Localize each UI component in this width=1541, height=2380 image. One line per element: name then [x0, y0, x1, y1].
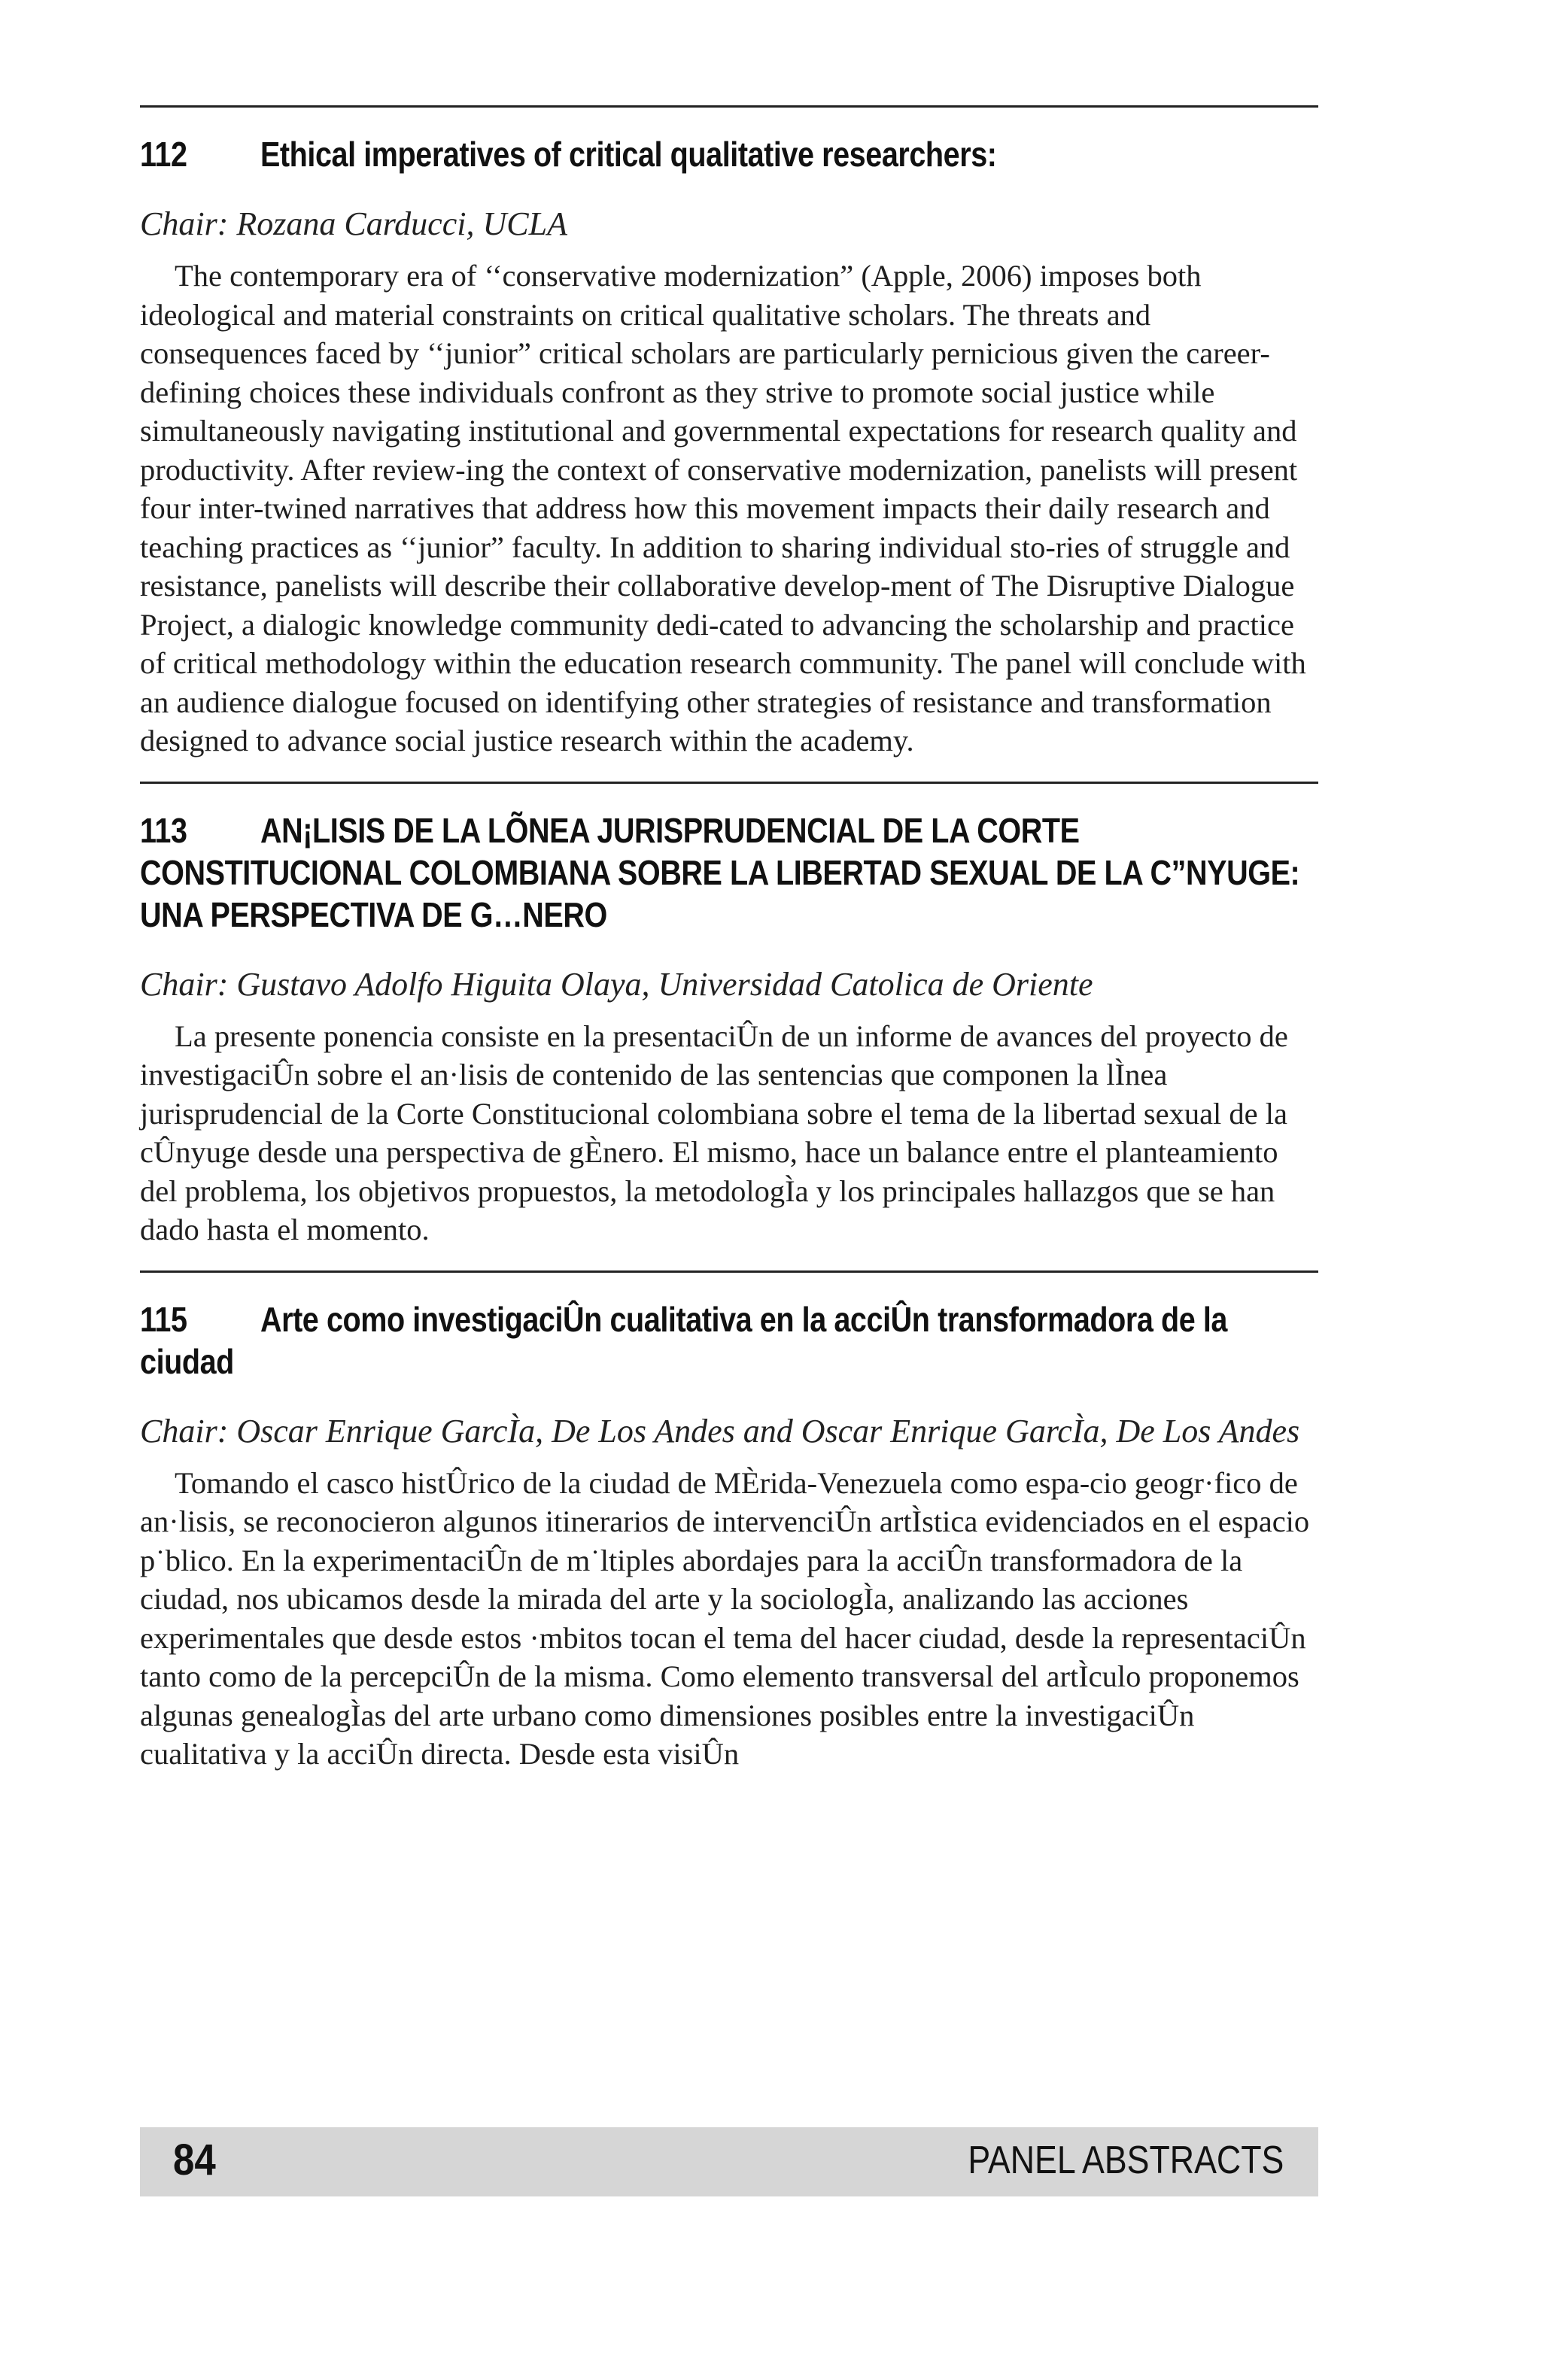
section-number: 112: [140, 135, 187, 174]
section-title: Arte como investigaciÛn cualitativa en la acciÛn transformadora de la ciudad: [140, 1299, 1227, 1381]
section-abstract: Tomando el casco histÛrico de la ciudad de MÈrida-Venezuela como espa-cio geogr·fico de an·lisis, se reconocieron algunos itinerarios de intervenciÛn artÌstica evidenciados en el espacio p˙blico. En la experimentaciÛn de m˙ltiples abordajes para la acciÛn transformadora de la ciudad, nos ubicamos desde la mirada del arte y la sociologÌa, analizando las acciones experimentales que desde estos ·mbitos tocan el tema del hacer ciudad, desde la representaciÛn tanto como de la percepciÛn de la misma. Como elemento transversal del artÌculo proponemos algunas genealogÌas del arte urbano como dimensiones posibles entre la investigaciÛn cualitativa y la acciÛn directa. Desde esta visiÛn: [140, 1465, 1310, 1771]
section-abstract: The contemporary era of ‘‘conservative modernization” (Apple, 2006) imposes both ideological and material constraints on critical qualitative scholars. The threats and consequences faced by ‘‘junior” critical scholars are particularly pernicious given the career-defining choices these individuals confront as they strive to promote social justice while simultaneously navigating institutional and governmental expectations for research quality and productivity. After review-ing the context of conservative modernization, panelists will present four inter-twined narratives that address how this movement impacts their daily research and teaching practices as ‘‘junior” faculty. In addition to sharing individual sto-ries of struggle and resistance, panelists will describe their collaborative develop-ment of The Disruptive Dialogue Project, a dialogic knowledge community dedi-cated to advancing the scholarship and practice of critical methodology within the education research community. The panel will conclude with an audience dialogue focused on identifying other strategies of resistance and transformation designed to advance social justice research within the academy.: [140, 259, 1306, 757]
abstract-section-115: [140, 1270, 1318, 1774]
section-title: Ethical imperatives of critical qualitative researchers:: [260, 135, 997, 174]
page-footer: [140, 2127, 1318, 2196]
section-chair: Chair: Gustavo Adolfo Higuita Olaya, Universidad Catolica de Oriente: [140, 965, 1093, 1003]
section-title: AN¡LISIS DE LA LÕNEA JURISPRUDENCIAL DE LA CORTE CONSTITUCIONAL COLOMBIANA SOBRE LA LIBERTAD SEXUAL DE LA C”NYUGE: UNA PERSPECTIVA DE G…NERO: [140, 810, 1300, 934]
page-body: [140, 105, 1318, 1795]
abstract-section-113: [140, 782, 1318, 1249]
section-number: 115: [140, 1299, 187, 1339]
section-heading: [140, 809, 1315, 936]
abstract-section-112: [140, 105, 1318, 760]
section-chair: Chair: Oscar Enrique GarcÌa, De Los Andes and Oscar Enrique GarcÌa, De Los Andes: [140, 1412, 1300, 1450]
running-footer-label: PANEL ABSTRACTS: [967, 2139, 1284, 2182]
section-chair: Chair: Rozana Carducci, UCLA: [140, 205, 567, 242]
section-heading: [140, 1298, 1315, 1383]
page-number: 84: [173, 2136, 216, 2184]
section-number: 113: [140, 810, 187, 850]
section-heading: [140, 133, 1315, 175]
section-abstract: La presente ponencia consiste en la presentaciÛn de un informe de avances del proyecto de investigaciÛn sobre el an·lisis de contenido de las sentencias que componen la lÌnea jurisprudencial de la Corte Constitucional colombiana sobre el tema de la libertad sexual de la cÛnyuge desde una perspectiva de gÈnero. El mismo, hace un balance entre el planteamiento del problema, los objetivos propuestos, la metodologÌa y los principales hallazgos que se han dado hasta el momento.: [140, 1018, 1288, 1246]
